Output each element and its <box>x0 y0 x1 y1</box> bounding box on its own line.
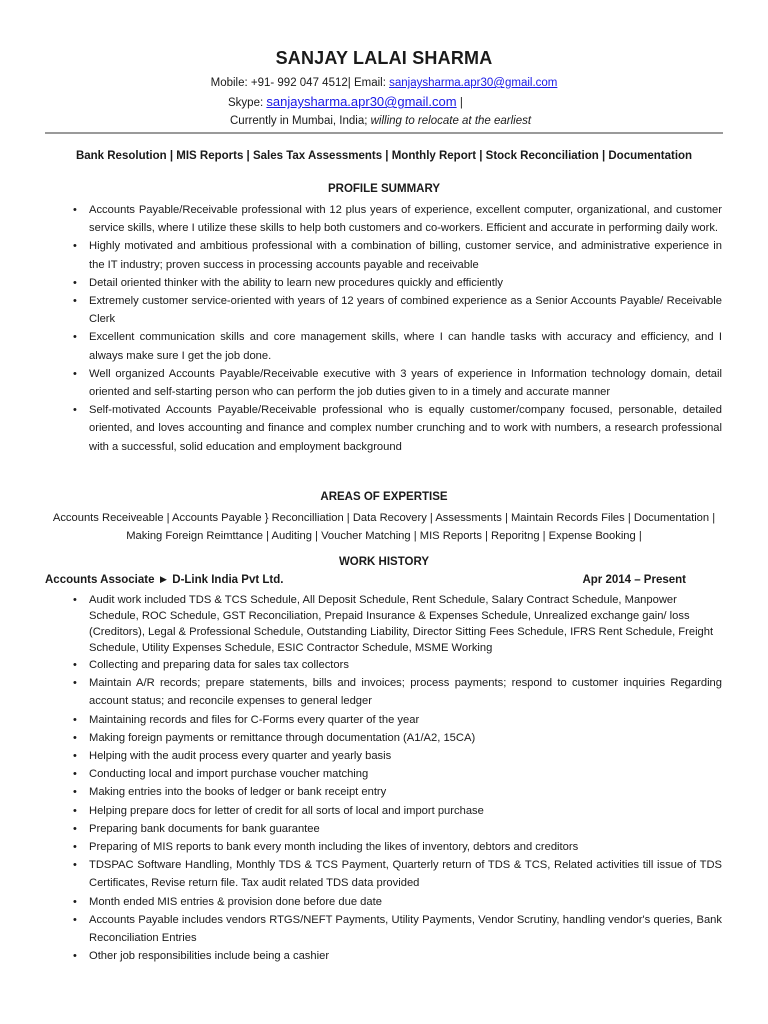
profile-summary-heading: PROFILE SUMMARY <box>327 183 441 195</box>
list-item: • TDSPAC Software Handling, Monthly TDS & TCS Payment, Quarterly return of TDS & TCS, Related activities till issue of TDS Certificates, Revise return file. Tax audit related TDS data provided <box>89 856 722 892</box>
list-item: • Helping with the audit process every quarter and yearly basis <box>89 747 722 765</box>
list-item: • Self-motivated Accounts Payable/Receivable professional who is equally customer/company focused, personable, detailed oriented, and loves accounting and finance and complex number crunching and to work with numbers, a research professional with a successful, solid education and employment background <box>89 401 722 456</box>
list-item: • Extremely customer service-oriented with years of 12 years of combined experience as a Senior Accounts Payable/ Receivable Clerk <box>89 292 722 328</box>
job-title: Accounts Associate ► D-Link India Pvt Ltd. <box>45 574 284 586</box>
list-item: • Well organized Accounts Payable/Receivable executive with 3 years of experience in Information technology domain, detail oriented and self-starting person who can perform the job duties given to in a timely and accurate manner <box>89 365 722 401</box>
areas-of-expertise-text: Accounts Receiveable | Accounts Payable } Reconcilliation | Data Recovery | Assessments | Maintain Records Files | Documentation | Making Foreign Reimttance | Auditing | Voucher Matching | MIS Reports | Reporitng | Expense Booking | <box>52 512 716 543</box>
list-item: • Conducting local and import purchase voucher matching <box>89 765 722 783</box>
list-item: • Accounts Payable includes vendors RTGS/NEFT Payments, Utility Payments, Vendor Scrutiny, handling vendor's queries, Bank Reconciliation Entries <box>89 911 722 947</box>
list-item: • Preparing of MIS reports to bank every month including the likes of inventory, debtors and creditors <box>89 838 722 856</box>
list-item: • Making foreign payments or remittance through documentation (A1/A2, 15CA) <box>89 729 722 747</box>
header-divider <box>45 132 723 134</box>
work-history-heading: WORK HISTORY <box>338 556 430 568</box>
list-item: • Other job responsibilities include being a cashier <box>89 947 722 965</box>
skype-suffix: | <box>459 97 463 109</box>
email-link[interactable]: sanjaysharma.apr30@gmail.com <box>389 77 558 89</box>
list-item: • Highly motivated and ambitious professional with a combination of billing, customer service, and administrative experience in the IT industry; proven success in processing accounts payable and receivable <box>89 237 722 273</box>
profile-summary-list <box>89 201 722 456</box>
candidate-name: SANJAY LALAI SHARMA <box>275 48 493 68</box>
contact-line-skype <box>228 94 463 109</box>
list-item: • Preparing bank documents for bank guarantee <box>89 820 722 838</box>
skype-link[interactable]: sanjaysharma.apr30@gmail.com <box>266 94 457 109</box>
list-item: • Making entries into the books of ledger or bank receipt entry <box>89 783 722 801</box>
location-text: Currently in Mumbai, India; <box>230 115 368 127</box>
skype-label: Skype: <box>228 97 264 109</box>
relocation-note: willing to relocate at the earliest <box>370 115 532 127</box>
list-item: • Accounts Payable/Receivable professional with 12 plus years of experience, excellent computer, organizational, and customer service skills, where I utilize these skills to help both customers and co-workers. Efficient and accurate in performing daily work. <box>89 201 722 237</box>
mobile-label: Mobile: +91- 992 047 4512| Email: <box>210 77 386 89</box>
job-dates: Apr 2014 – Present <box>582 574 686 586</box>
list-item: • Detail oriented thinker with the ability to learn new procedures quickly and efficiently <box>89 274 722 292</box>
key-skills-bar: Bank Resolution | MIS Reports | Sales Tax Assessments | Monthly Report | Stock Reconciliation | Documentation <box>75 150 693 162</box>
job-header <box>45 574 686 586</box>
areas-of-expertise-heading: AREAS OF EXPERTISE <box>320 491 448 503</box>
list-item: • Audit work included TDS & TCS Schedule, All Deposit Schedule, Rent Schedule, Salary Contract Schedule, Manpower Schedule, ROC Schedule, GST Reconciliation, Prepaid Insurance & Expenses Schedule, Unrealized exchange gain/ loss (Creditors), Legal & Professional Schedule, Outstanding Liability, Director Sitting Fees Schedule, IFRS Rent Schedule, Freight Schedule, Utility Expenses Schedule, ESIC Contractor Schedule, MSME Working <box>89 592 722 656</box>
list-item: • Excellent communication skills and core management skills, where I can handle tasks with accuracy and efficiency, and I always make sure I get the job done. <box>89 328 722 364</box>
list-item: • Month ended MIS entries & provision done before due date <box>89 893 722 911</box>
list-item: • Maintaining records and files for C-Forms every quarter of the year <box>89 711 722 729</box>
list-item: • Collecting and preparing data for sales tax collectors <box>89 656 722 674</box>
list-item: • Maintain A/R records; prepare statements, bills and invoices; process payments; respond to customer inquiries Regarding account status; and reconcile expenses to general ledger <box>89 674 722 710</box>
list-item: • Helping prepare docs for letter of credit for all sorts of local and import purchase <box>89 802 722 820</box>
work-responsibilities-list <box>89 592 722 965</box>
contact-line-location <box>230 115 531 127</box>
contact-line-mobile-email <box>0 77 768 89</box>
